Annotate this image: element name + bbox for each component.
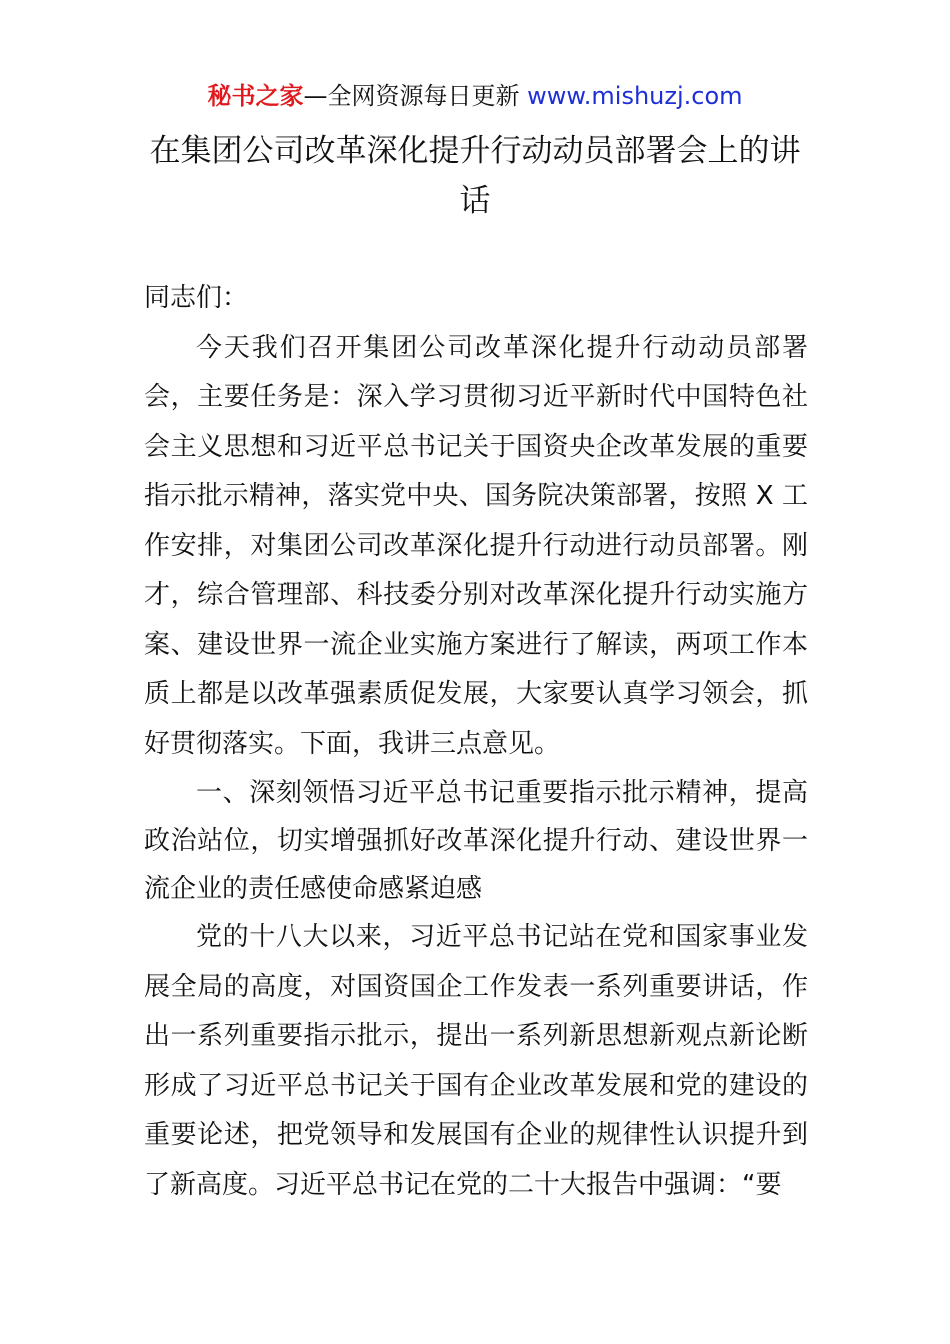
document-title: 在集团公司改革深化提升行动动员部署会上的讲话: [149, 133, 801, 219]
site-banner: [0, 80, 950, 112]
banner-tagline: —全网资源每日更新: [303, 82, 520, 110]
paragraph-body: 党的十八大以来，习近平总书记站在党和国家事业发展全局的高度，对国资国企工作发表一系列重要讲话，作出一系列重要指示批示，提出一系列新思想新观点新论断形成了习近平总书记关于国有企业改革发展和党的建设的重要论述，把党领导和发展国有企业的规律性认识提升到了新高度。习近平总书记在党的二十大报告中强调：“要: [144, 922, 808, 1200]
brand-name: 秘书之家: [207, 82, 304, 110]
salutation: 同志们：: [144, 283, 249, 313]
document-body: [144, 274, 808, 1210]
site-url-link[interactable]: www.mishuzj.com: [527, 82, 743, 110]
section-heading-1: 一、深刻领悟习近平总书记重要指示批示精神，提高政治站位，切实增强抓好改革深化提升行动、建设世界一流企业的责任感使命感紧迫感: [144, 778, 808, 904]
paragraph-intro: 今天我们召开集团公司改革深化提升行动动员部署会，主要任务是：深入学习贯彻习近平新时代中国特色社会主义思想和习近平总书记关于国资央企改革发展的重要指示批示精神，落实党中央、国务院决策部署，按照 X 工作安排，对集团公司改革深化提升行动进行动员部署。刚才，综合管理部、科技委分别对改革深化提升行动实施方案、建设世界一流企业实施方案进行了解读，两项工作本质上都是以改革强素质促发展，大家要认真学习领会，抓好贯彻落实。下面，我讲三点意见。: [144, 332, 808, 759]
